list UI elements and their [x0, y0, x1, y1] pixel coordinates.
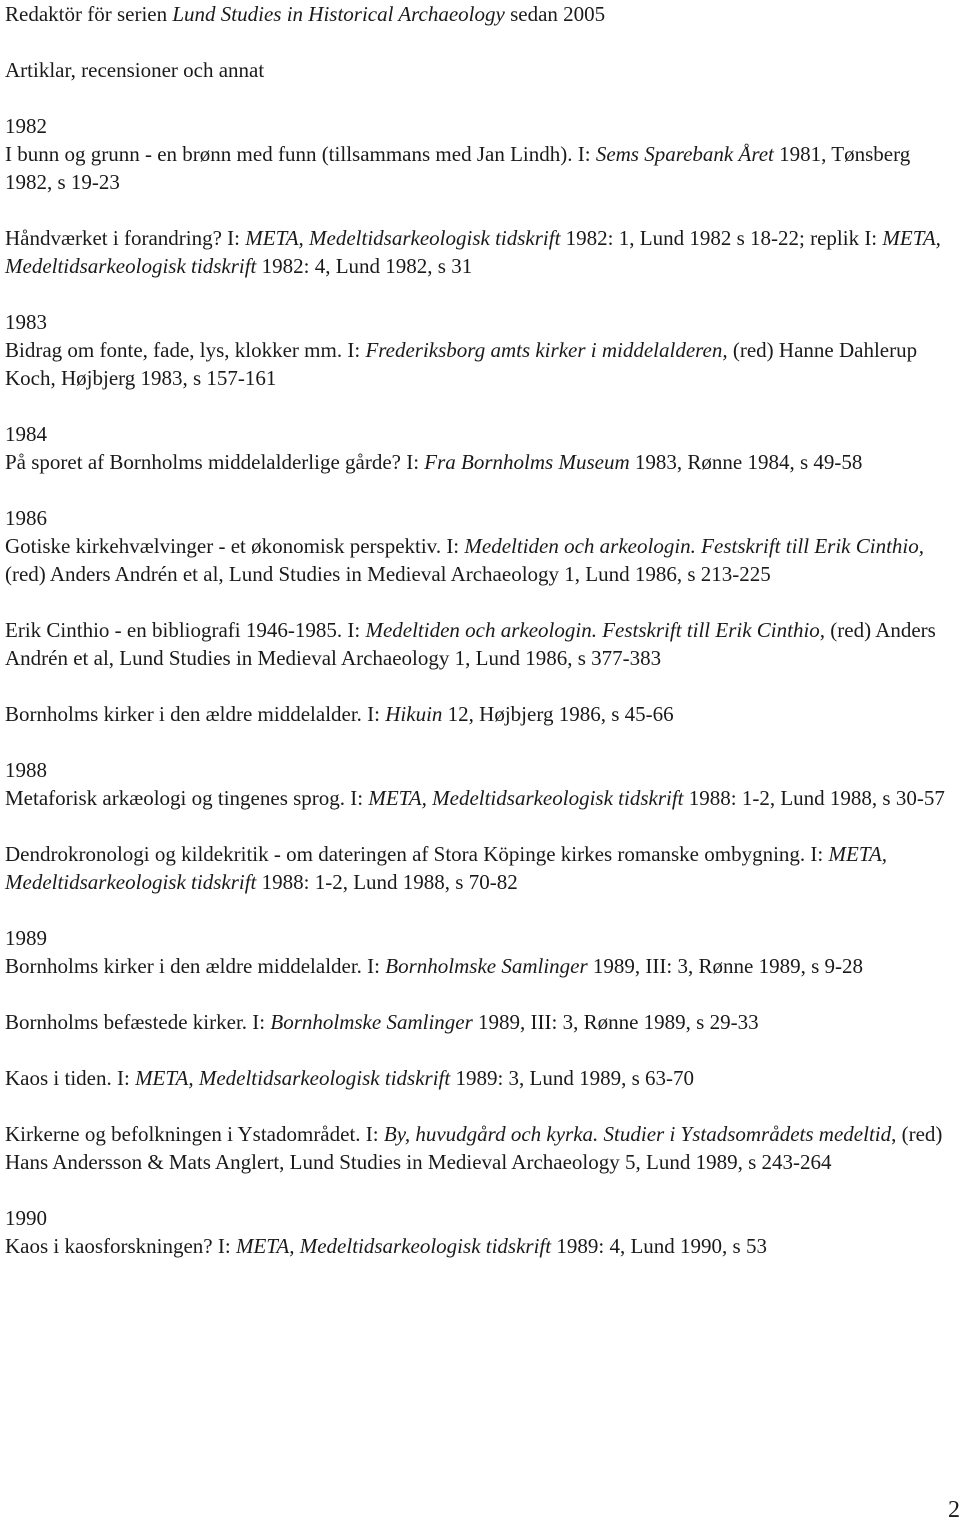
publication-title: META, Medeltidsarkeologisk tidskrift [5, 842, 888, 894]
entry-text-part: Dendrokronologi og kildekritik - om dateringen af Stora Köpinge kirkes romanske ombygning. I: [5, 842, 829, 866]
publication-title: By, huvudgård och kyrka. Studier i Ystadsområdets medeltid [383, 1122, 892, 1146]
entry-text-part: 1988: 1-2, Lund 1988, s 70-82 [256, 870, 518, 894]
bibliography-entry [5, 420, 955, 476]
entry-text-part: Gotiske kirkehvælvinger - et økonomisk perspektiv. I: [5, 534, 465, 558]
entry-text-part: På sporet af Bornholms middelalderlige gårde? I: [5, 450, 425, 474]
entry-text-part: Bornholms kirker i den ældre middelalder. I: [5, 702, 386, 726]
entry-text-part: Metaforisk arkæologi og tingenes sprog. I: [5, 786, 369, 810]
publication-title: META, Medeltidsarkeologisk tidskrift [368, 786, 684, 810]
entry-text-part: 1989: 4, Lund 1990, s 53 [551, 1234, 767, 1258]
entry-text-part: 1989: 3, Lund 1989, s 63-70 [450, 1066, 695, 1090]
editor-line [5, 0, 955, 28]
entry-text-part: , (red) Hans Andersson & Mats Anglert, Lund Studies in Medieval Archaeology 5, Lund 1989, s 243-264 [5, 1122, 943, 1174]
bibliography-entry [5, 616, 955, 672]
series-title: Lund Studies in Historical Archaeology [172, 2, 505, 26]
section-heading: Artiklar, recensioner och annat [5, 58, 265, 82]
bibliography-entry [5, 756, 955, 812]
entry-text [5, 952, 955, 980]
bibliography-entry [5, 840, 955, 896]
entry-text-part: Kaos i kaosforskningen? I: [5, 1234, 236, 1258]
publication-title: Sems Sparebank Året [595, 142, 774, 166]
entry-text [5, 784, 955, 812]
entry-year: 1984 [5, 422, 47, 446]
entry-text [5, 840, 955, 896]
entry-text [5, 532, 955, 588]
entry-text-part: Kirkerne og befolkningen i Ystadområdet. I: [5, 1122, 384, 1146]
publication-title: Bornholmske Samlinger [270, 1010, 473, 1034]
entry-text-part: (red) Anders Andrén et al, Lund Studies in Medieval Archaeology 1, Lund 1986, s 377-383 [5, 618, 936, 670]
entry-text [5, 1008, 955, 1036]
bibliography-entry [5, 308, 955, 392]
bibliography-entry [5, 504, 955, 588]
entry-text-part: Erik Cinthio - en bibliografi 1946-1985. I: [5, 618, 366, 642]
entry-text-part: (red) Anders Andrén et al, Lund Studies in Medieval Archaeology 1, Lund 1986, s 213-225 [5, 562, 771, 586]
entry-year: 1989 [5, 926, 47, 950]
entry-text-part: Bornholms kirker i den ældre middelalder. I: [5, 954, 386, 978]
entry-text-part: 1983, Rønne 1984, s 49-58 [629, 450, 863, 474]
entry-text-part: Håndværket i forandring? I: [5, 226, 246, 250]
bibliography-entry [5, 1064, 955, 1092]
entry-year: 1986 [5, 506, 47, 530]
bibliography-entry [5, 1204, 955, 1260]
entry-year: 1983 [5, 310, 47, 334]
entry-text [5, 224, 955, 280]
entry-text-part: 1982: 4, Lund 1982, s 31 [256, 254, 473, 278]
entry-text [5, 616, 955, 672]
publication-title: Bornholmske Samlinger [385, 954, 588, 978]
bibliography-entry [5, 1008, 955, 1036]
editor-line-suffix: sedan 2005 [504, 2, 606, 26]
entry-text [5, 700, 955, 728]
publication-title: META, Medeltidsarkeologisk tidskrift [5, 226, 941, 278]
publication-title: Hikuin [385, 702, 443, 726]
entry-text [5, 1064, 955, 1092]
publication-title: Medeltiden och arkeologin. Festskrift till Erik Cinthio, [464, 534, 924, 558]
entry-text-part: 12, Højbjerg 1986, s 45-66 [442, 702, 674, 726]
bibliography-entry [5, 924, 955, 980]
page-number: 2 [948, 1497, 960, 1523]
entry-text [5, 336, 955, 392]
entry-text-part: 1988: 1-2, Lund 1988, s 30-57 [683, 786, 945, 810]
publication-title: Fra Bornholms Museum [424, 450, 630, 474]
bibliography-entry [5, 112, 955, 196]
bibliography-entry [5, 1120, 955, 1176]
entry-text-part: 1982: 1, Lund 1982 s 18-22; replik I: [560, 226, 883, 250]
document-page [5, 0, 955, 1260]
bibliography-entry [5, 700, 955, 728]
publication-title: Medeltiden och arkeologin. Festskrift till Erik Cinthio, [365, 618, 826, 642]
entry-text [5, 448, 955, 476]
bibliography-entry [5, 224, 955, 280]
entry-text-part: (red) Hanne Dahlerup Koch, Højbjerg 1983, s 157-161 [5, 338, 918, 390]
entry-year: 1988 [5, 758, 47, 782]
entry-text-part: Bidrag om fonte, fade, lys, klokker mm. I: [5, 338, 366, 362]
publication-title: META, Medeltidsarkeologisk tidskrift [245, 226, 561, 250]
entry-year: 1990 [5, 1206, 47, 1230]
entry-text-part: I bunn og grunn - en brønn med funn (tillsammans med Jan Lindh). I: [5, 142, 596, 166]
entry-text-part: Bornholms befæstede kirker. I: [5, 1010, 271, 1034]
entry-text-part: Kaos i tiden. I: [5, 1066, 136, 1090]
entry-text-part: 1989, III: 3, Rønne 1989, s 9-28 [587, 954, 863, 978]
editor-line-prefix: Redaktör för serien [5, 2, 173, 26]
entry-text [5, 1120, 955, 1176]
entry-text-part: 1981, Tønsberg 1982, s 19-23 [5, 142, 911, 194]
entry-text [5, 1232, 955, 1260]
entry-year: 1982 [5, 114, 47, 138]
entry-list [5, 112, 955, 1260]
publication-title: META, Medeltidsarkeologisk tidskrift [235, 1234, 552, 1258]
publication-title: META, Medeltidsarkeologisk tidskrift [135, 1066, 451, 1090]
publication-title: Frederiksborg amts kirker i middelalderen, [365, 338, 728, 362]
entry-text-part: 1989, III: 3, Rønne 1989, s 29-33 [472, 1010, 759, 1034]
entry-text [5, 140, 955, 196]
